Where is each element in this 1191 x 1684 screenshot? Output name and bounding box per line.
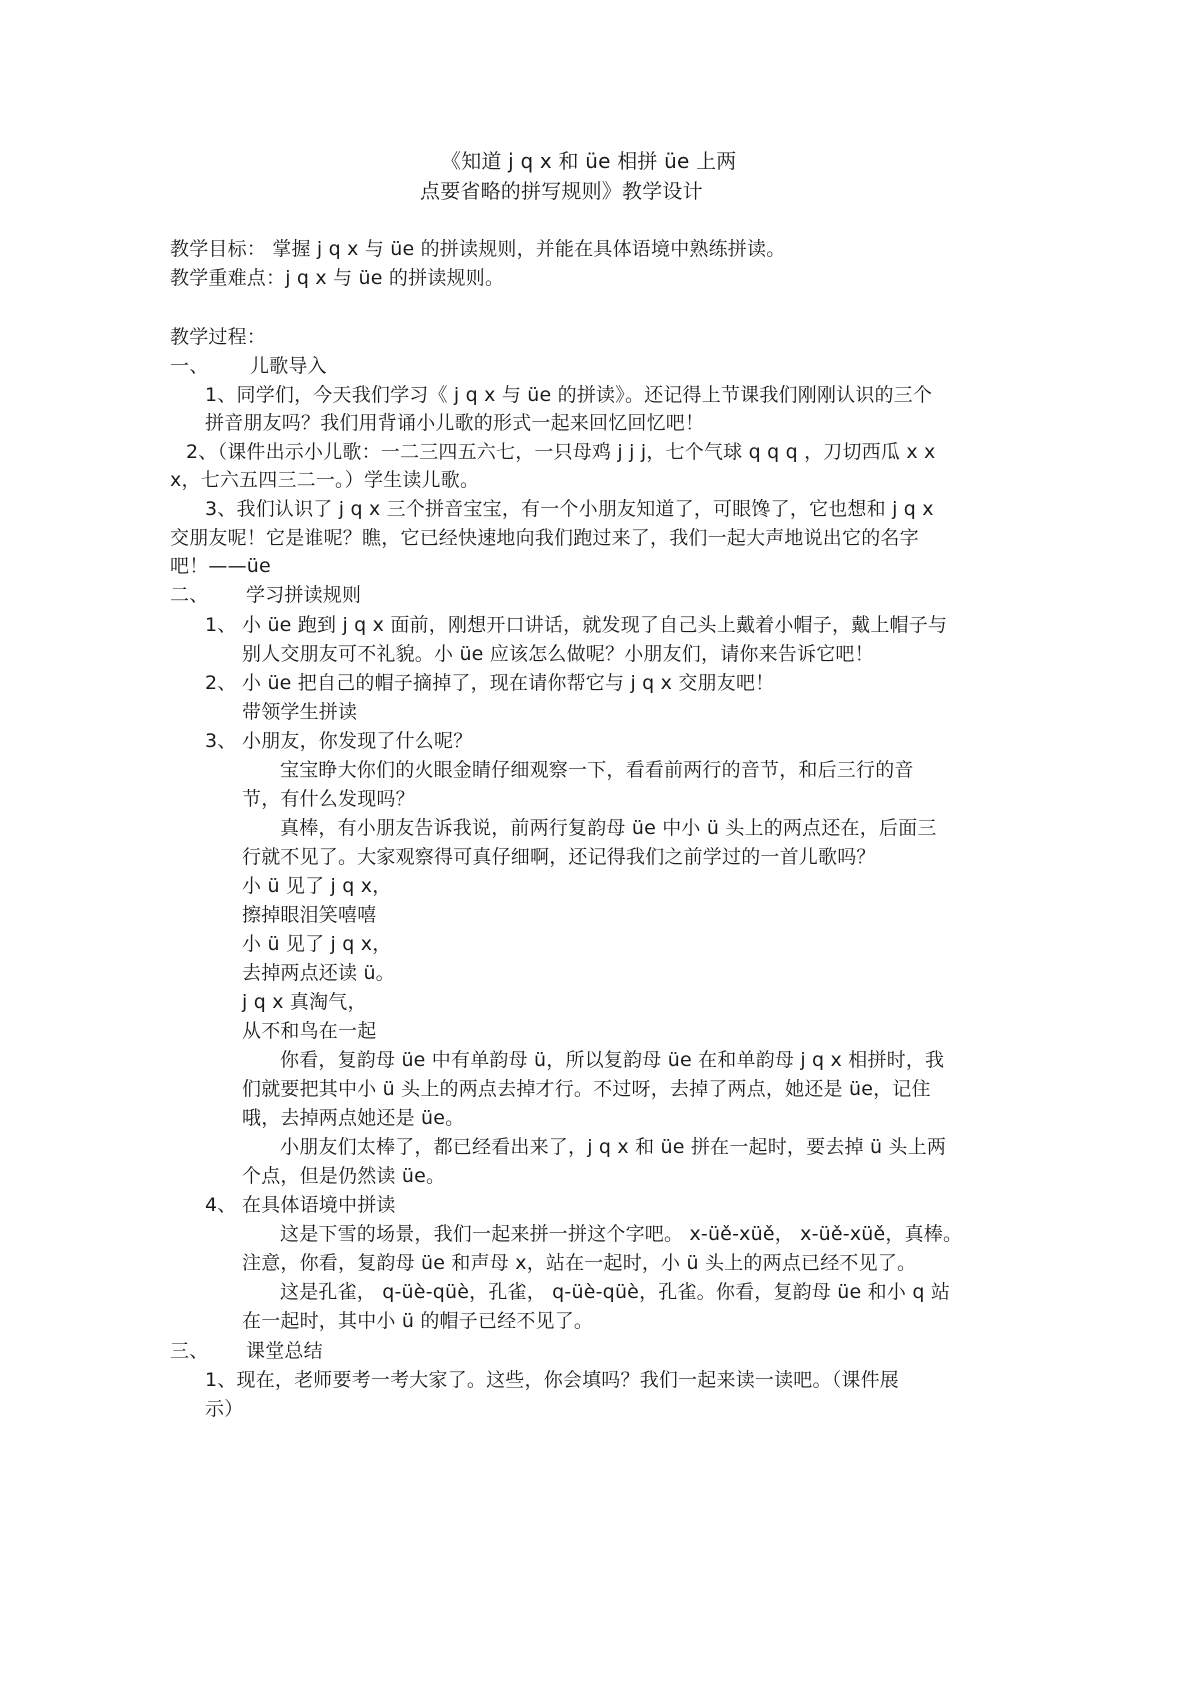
list-number: 3、 xyxy=(205,730,237,752)
section-1-title: 儿歌导入 xyxy=(250,355,327,377)
section-2-paragraph: 小朋友们太棒了，都已经看出来了，j q x 和 üe 拼在一起时，要去掉 ü 头上两 xyxy=(280,1136,947,1158)
section-3-number: 三、 xyxy=(170,1340,209,1362)
section-2-paragraph: 真棒，有小朋友告诉我说，前两行复韵母 üe 中小 ü 头上的两点还在，后面三 xyxy=(280,817,937,839)
song-line: 小 ü 见了 j q x， xyxy=(242,875,392,897)
section-2-paragraph: 行就不见了。大家观察得可真仔细啊，还记得我们之前学过的一首儿歌吗？ xyxy=(242,846,876,868)
title-line-1: 《知道 j q x 和 üe 相拼 üe 上两 xyxy=(441,149,737,173)
section-2-paragraph: 注意，你看，复韵母 üe 和声母 x，站在一起时，小 ü 头上的两点已经不见了。 xyxy=(242,1252,917,1274)
section-1-paragraph: 3、我们认识了 j q x 三个拼音宝宝，有一个小朋友知道了，可眼馋了，它也想和 j q x xyxy=(205,498,934,520)
list-number: 4、 xyxy=(205,1194,237,1216)
section-2-paragraph: 这是下雪的场景，我们一起来拼一拼这个字吧。 x-üě-xüě， x-üě-xüě，真棒。 xyxy=(280,1223,963,1245)
section-1-paragraph: 拼音朋友吗？我们用背诵小儿歌的形式一起来回忆回忆吧！ xyxy=(205,412,705,434)
song-line: 去掉两点还读 ü。 xyxy=(242,962,395,984)
title-line-2: 点要省略的拼写规则》教学设计 xyxy=(420,179,703,203)
section-1-paragraph: 交朋友呢！它是谁呢？瞧，它已经快速地向我们跑过来了，我们一起大声地说出它的名字 xyxy=(170,527,919,549)
section-3-paragraph: 示） xyxy=(205,1398,244,1420)
section-1-paragraph: 吧！——üe xyxy=(170,555,271,577)
section-1-paragraph: x，七六五四三二一。）学生读儿歌。 xyxy=(170,469,480,491)
section-2-title: 学习拼读规则 xyxy=(246,584,362,606)
section-2-paragraph: 在具体语境中拼读 xyxy=(242,1194,396,1216)
section-2-number: 二、 xyxy=(170,584,209,606)
song-line: j q x 真淘气， xyxy=(242,991,367,1013)
section-1-paragraph: 2、（课件出示小儿歌：一二三四五六七，一只母鸡 j j j，七个气球 q q q ，刀切西瓜 x x xyxy=(186,441,936,463)
section-2-paragraph: 你看，复韵母 üe 中有单韵母 ü，所以复韵母 üe 在和单韵母 j q x 相拼时，我 xyxy=(280,1049,945,1071)
section-2-paragraph: 小 üe 把自己的帽子摘掉了，现在请你帮它与 j q x 交朋友吧！ xyxy=(242,672,775,694)
section-2-paragraph: 这是孔雀， q-üè-qüè，孔雀， q-üè-qüè，孔雀。你看，复韵母 üe 和小 q 站 xyxy=(280,1281,951,1303)
section-2-paragraph: 小朋友，你发现了什么呢？ xyxy=(242,730,473,752)
section-2-paragraph: 带领学生拼读 xyxy=(242,701,358,723)
section-3-paragraph: 1、现在，老师要考一考大家了。这些，你会填吗？我们一起来读一读吧。（课件展 xyxy=(205,1369,899,1391)
section-3-title: 课堂总结 xyxy=(246,1340,323,1362)
list-number: 2、 xyxy=(205,672,237,694)
song-line: 小 ü 见了 j q x， xyxy=(242,933,392,955)
section-2-paragraph: 宝宝睁大你们的火眼金睛仔细观察一下，看看前两行的音节，和后三行的音 xyxy=(280,759,914,781)
section-2-paragraph: 别人交朋友可不礼貌。小 üe 应该怎么做呢？小朋友们，请你来告诉它吧！ xyxy=(242,643,874,665)
song-line: 擦掉眼泪笑嘻嘻 xyxy=(242,904,377,926)
process-heading: 教学过程： xyxy=(170,326,267,348)
list-number: 1、 xyxy=(205,614,237,636)
section-2-paragraph: 哦，去掉两点她还是 üe。 xyxy=(242,1107,465,1129)
section-2-paragraph: 小 üe 跑到 j q x 面前，刚想开口讲话，就发现了自己头上戴着小帽子，戴上帽子与 xyxy=(242,614,948,636)
section-1-paragraph: 1、同学们，今天我们学习《 j q x 与 üe 的拼读》。还记得上节课我们刚刚认识的三个 xyxy=(205,384,933,406)
song-line: 从不和鸟在一起 xyxy=(242,1020,377,1042)
section-2-paragraph: 个点，但是仍然读 üe。 xyxy=(242,1165,446,1187)
teaching-objective: 教学目标： 掌握 j q x 与 üe 的拼读规则，并能在具体语境中熟练拼读。 xyxy=(170,238,786,260)
section-2-paragraph: 节，有什么发现吗？ xyxy=(242,788,415,810)
section-1-number: 一、 xyxy=(170,355,209,377)
teaching-key-point: 教学重难点：j q x 与 üe 的拼读规则。 xyxy=(170,267,505,289)
section-2-paragraph: 们就要把其中小 ü 头上的两点去掉才行。不过呀，去掉了两点，她还是 üe，记住 xyxy=(242,1078,931,1100)
section-2-paragraph: 在一起时，其中小 ü 的帽子已经不见了。 xyxy=(242,1310,594,1332)
